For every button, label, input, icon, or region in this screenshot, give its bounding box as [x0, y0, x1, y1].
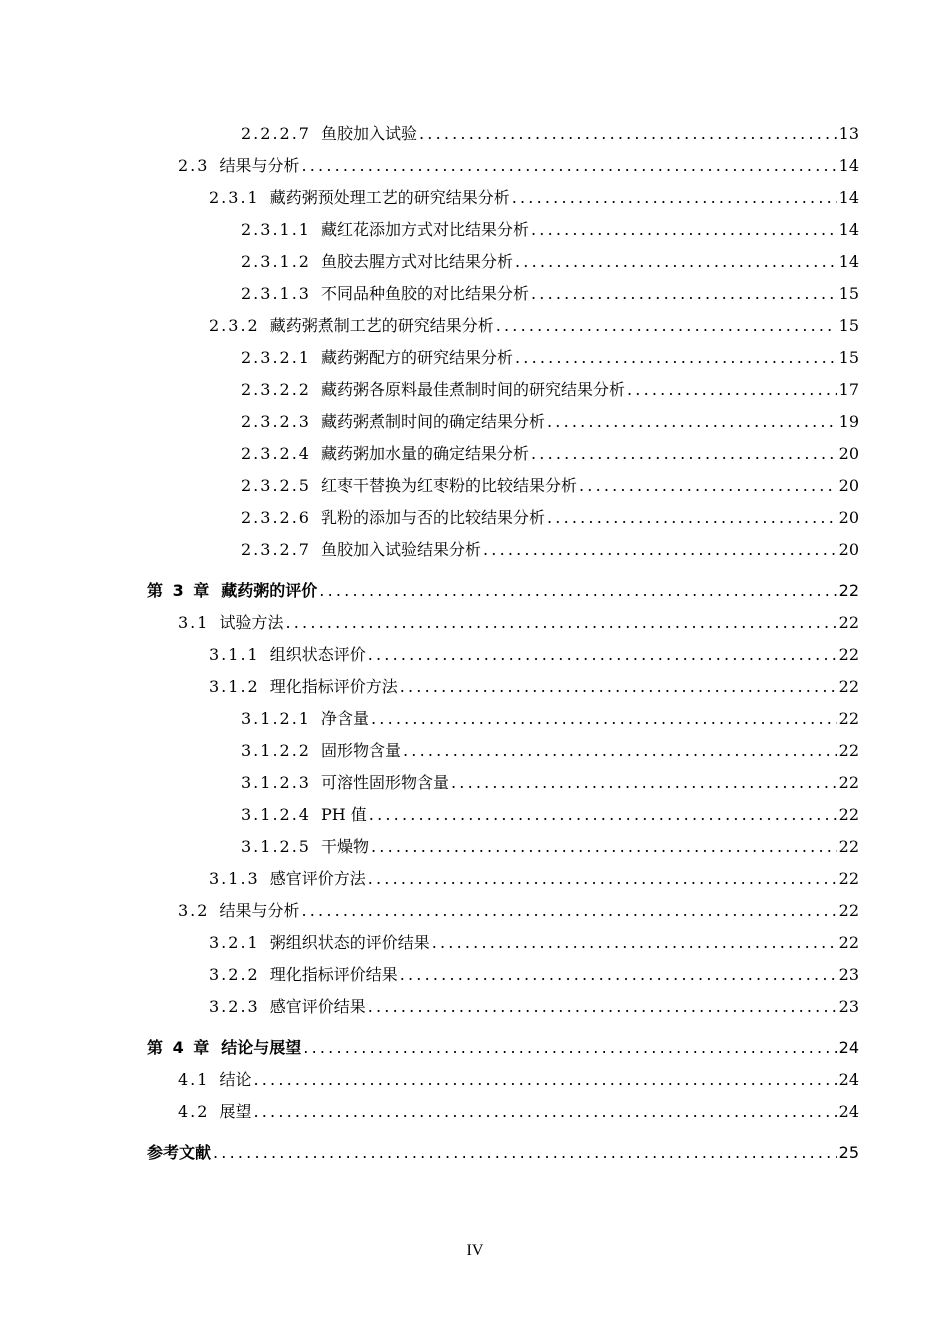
- toc-dot-leader: [368, 645, 837, 665]
- toc-entry-title: 藏药粥煮制时间的确定结果分析: [320, 412, 545, 431]
- toc-entry-title: 参考文献: [147, 1143, 212, 1162]
- toc-entry[interactable]: [178, 609, 859, 633]
- toc-entry-number: 2.3.2.6: [241, 508, 311, 527]
- toc-entry-page: 23: [838, 997, 859, 1016]
- toc-entry[interactable]: [241, 833, 859, 857]
- toc-entry-page: 22: [838, 901, 859, 920]
- footer-page-number: IV: [466, 1242, 484, 1259]
- toc-entry-page: 15: [838, 284, 859, 303]
- toc-entry-number: 3.2: [178, 901, 210, 920]
- toc-entry-title: 藏药粥各原料最佳煮制时间的研究结果分析: [320, 380, 625, 399]
- toc-dot-leader: [371, 837, 837, 857]
- toc-entry-number: 2.3.1.1: [241, 220, 311, 239]
- toc-entry-number: 2.2.2.7: [241, 124, 311, 143]
- toc-entry-title: 藏药粥加水量的确定结果分析: [320, 444, 529, 463]
- toc-entry-number: 2.3.1.2: [241, 252, 311, 271]
- toc-entry-number: 2.3.2.1: [241, 348, 311, 367]
- toc-entry-page: 24: [838, 1038, 859, 1057]
- toc-dot-leader: [547, 412, 837, 432]
- toc-entry-number: 3.1.2.5: [241, 837, 311, 856]
- toc-entry-title: 红枣干替换为红枣粉的比较结果分析: [320, 476, 577, 495]
- toc-entry-page: 14: [838, 188, 859, 207]
- toc-dot-leader: [368, 869, 837, 889]
- toc-dot-leader: [253, 1102, 836, 1122]
- toc-entry-title: 可溶性固形物含量: [320, 773, 449, 792]
- toc-entry-page: 14: [838, 252, 859, 271]
- toc-entry-number: 2.3.1.3: [241, 284, 311, 303]
- toc-entry-title: 藏药粥的评价: [221, 581, 318, 600]
- toc-entry-number: 2.3.2: [209, 316, 260, 335]
- toc-entry-page: 24: [838, 1070, 859, 1089]
- toc-entry[interactable]: [241, 472, 859, 496]
- toc-entry-number: 4.1: [178, 1070, 210, 1089]
- toc-entry-title: 净含量: [320, 709, 369, 728]
- toc-dot-leader: [285, 613, 836, 633]
- toc-entry-page: 14: [838, 220, 859, 239]
- toc-entry-number: 第 3 章: [147, 581, 212, 600]
- toc-entry-page: 22: [838, 837, 859, 856]
- toc-entry-title: 试验方法: [219, 613, 284, 632]
- toc-entry[interactable]: [241, 280, 859, 304]
- toc-entry-page: 22: [838, 709, 859, 728]
- toc-entry-page: 22: [838, 677, 859, 696]
- toc-entry-page: 19: [838, 412, 859, 431]
- toc-entry[interactable]: [209, 865, 859, 889]
- toc-entry-title: 结论与展望: [221, 1038, 302, 1057]
- toc-entry[interactable]: [209, 993, 859, 1017]
- toc-dot-leader: [419, 124, 837, 144]
- toc-dot-leader: [301, 901, 836, 921]
- toc-entry-title: 藏红花添加方式对比结果分析: [320, 220, 529, 239]
- toc-dot-leader: [512, 188, 837, 208]
- toc-dot-leader: [253, 1070, 836, 1090]
- toc-entry-title: 理化指标评价方法: [269, 677, 398, 696]
- toc-dot-leader: [496, 316, 837, 336]
- toc-entry-number: 2.3: [178, 156, 210, 175]
- toc-entry-page: 22: [838, 581, 859, 600]
- toc-entry-page: 23: [838, 965, 859, 984]
- toc-dot-leader: [369, 805, 837, 825]
- toc-entry[interactable]: [209, 961, 859, 985]
- toc-entry-number: 2.3.2.7: [241, 540, 311, 559]
- toc-dot-leader: [547, 508, 837, 528]
- toc-entry-number: 2.3.2.2: [241, 380, 311, 399]
- toc-entry-number: 2.3.2.5: [241, 476, 311, 495]
- toc-entry[interactable]: [178, 897, 859, 921]
- toc-entry[interactable]: [178, 1066, 859, 1090]
- toc-dot-leader: [368, 997, 837, 1017]
- toc-entry-title: 结果与分析: [219, 901, 300, 920]
- toc-entry-page: 22: [838, 869, 859, 888]
- toc-entry[interactable]: [241, 376, 859, 400]
- toc-entry-number: 3.2.3: [209, 997, 260, 1016]
- toc-entry[interactable]: [209, 312, 859, 336]
- toc-entry[interactable]: [241, 536, 859, 560]
- toc-entry-number: 3.2.1: [209, 933, 260, 952]
- toc-entry-page: 22: [838, 805, 859, 824]
- toc-entry-title: 理化指标评价结果: [269, 965, 398, 984]
- toc-entry-number: 2.3.2.4: [241, 444, 311, 463]
- toc-entry-title: 固形物含量: [320, 741, 401, 760]
- toc-entry[interactable]: [241, 408, 859, 432]
- toc-dot-leader: [303, 1038, 836, 1058]
- toc-entry[interactable]: [241, 120, 859, 144]
- toc-dot-leader: [451, 773, 837, 793]
- toc-entry-title: 结论: [219, 1070, 252, 1089]
- toc-chapter-entry[interactable]: [147, 1139, 859, 1163]
- toc-entry-number: 3.1.1: [209, 645, 260, 664]
- toc-entry-title: 感官评价结果: [269, 997, 366, 1016]
- toc-entry[interactable]: [241, 344, 859, 368]
- toc-entry[interactable]: [178, 1098, 859, 1122]
- toc-entry-number: 3.2.2: [209, 965, 260, 984]
- toc-entry[interactable]: [241, 705, 859, 729]
- toc-chapter-entry[interactable]: [147, 1034, 859, 1058]
- toc-entry[interactable]: [241, 248, 859, 272]
- toc-entry-number: 2.3.2.3: [241, 412, 311, 431]
- toc-entry-page: 20: [838, 444, 859, 463]
- toc-dot-leader: [432, 933, 837, 953]
- toc-entry-title: 藏药粥煮制工艺的研究结果分析: [269, 316, 494, 335]
- toc-entry-page: 22: [838, 773, 859, 792]
- toc-entry-page: 20: [838, 540, 859, 559]
- toc-entry-page: 15: [838, 348, 859, 367]
- toc-entry-page: 25: [838, 1143, 859, 1162]
- toc-entry-page: 22: [838, 613, 859, 632]
- toc-entry[interactable]: [209, 673, 859, 697]
- toc-entry-page: 14: [838, 156, 859, 175]
- toc-dot-leader: [301, 156, 836, 176]
- toc-entry-page: 20: [838, 508, 859, 527]
- toc-entry[interactable]: [241, 440, 859, 464]
- toc-entry-number: 3.1: [178, 613, 210, 632]
- toc-entry-page: 20: [838, 476, 859, 495]
- toc-entry[interactable]: [178, 152, 859, 176]
- toc-entry[interactable]: [241, 216, 859, 240]
- toc-entry-number: 2.3.1: [209, 188, 260, 207]
- toc-entry[interactable]: [241, 504, 859, 528]
- toc-entry-number: 4.2: [178, 1102, 210, 1121]
- toc-entry-page: 22: [838, 933, 859, 952]
- toc-entry-title: 粥组织状态的评价结果: [269, 933, 430, 952]
- toc-entry[interactable]: [241, 801, 859, 825]
- toc-entry-title: 结果与分析: [219, 156, 300, 175]
- toc-entry[interactable]: [209, 929, 859, 953]
- toc-dot-leader: [319, 581, 836, 601]
- toc-dot-leader: [403, 741, 837, 761]
- toc-entry-title: 感官评价方法: [269, 869, 366, 888]
- toc-dot-leader: [515, 348, 837, 368]
- toc-dot-leader: [531, 444, 837, 464]
- toc-entry[interactable]: [209, 184, 859, 208]
- toc-entry[interactable]: [241, 737, 859, 761]
- toc-entry-number: 3.1.3: [209, 869, 260, 888]
- toc-entry-number: 3.1.2.1: [241, 709, 311, 728]
- toc-entry-number: 3.1.2.3: [241, 773, 311, 792]
- toc-entry-title: 藏药粥配方的研究结果分析: [320, 348, 513, 367]
- toc-entry-title: 乳粉的添加与否的比较结果分析: [320, 508, 545, 527]
- toc-entry-number: 3.1.2.4: [241, 805, 311, 824]
- toc-entry-page: 15: [838, 316, 859, 335]
- toc-chapter-entry[interactable]: [147, 577, 859, 601]
- toc-entry-title: 鱼胶加入试验结果分析: [320, 540, 481, 559]
- toc-dot-leader: [627, 380, 837, 400]
- toc-dot-leader: [371, 709, 837, 729]
- toc-dot-leader: [579, 476, 837, 496]
- toc-dot-leader: [400, 677, 837, 697]
- toc-dot-leader: [213, 1143, 837, 1163]
- toc-entry-title: PH 值: [320, 805, 367, 824]
- toc-entry-page: 24: [838, 1102, 859, 1121]
- toc-dot-leader: [531, 220, 837, 240]
- toc-entry-title: 组织状态评价: [269, 645, 366, 664]
- toc-entry-page: 13: [838, 124, 859, 143]
- toc-entry-title: 藏药粥预处理工艺的研究结果分析: [269, 188, 510, 207]
- toc-entry[interactable]: [209, 641, 859, 665]
- toc-entry-title: 干燥物: [320, 837, 369, 856]
- toc-entry-number: 3.1.2.2: [241, 741, 311, 760]
- toc-entry-title: 鱼胶加入试验: [320, 124, 417, 143]
- toc-entry-number: 3.1.2: [209, 677, 260, 696]
- toc-entry-page: 22: [838, 645, 859, 664]
- toc-dot-leader: [400, 965, 837, 985]
- toc-dot-leader: [515, 252, 837, 272]
- toc-entry-page: 17: [838, 380, 859, 399]
- toc-entry-title: 鱼胶去腥方式对比结果分析: [320, 252, 513, 271]
- toc-dot-leader: [483, 540, 837, 560]
- toc-entry[interactable]: [241, 769, 859, 793]
- toc-entry-title: 不同品种鱼胶的对比结果分析: [320, 284, 529, 303]
- toc-entry-page: 22: [838, 741, 859, 760]
- toc-entry-title: 展望: [219, 1102, 252, 1121]
- toc-dot-leader: [531, 284, 837, 304]
- toc-entry-number: 第 4 章: [147, 1038, 212, 1057]
